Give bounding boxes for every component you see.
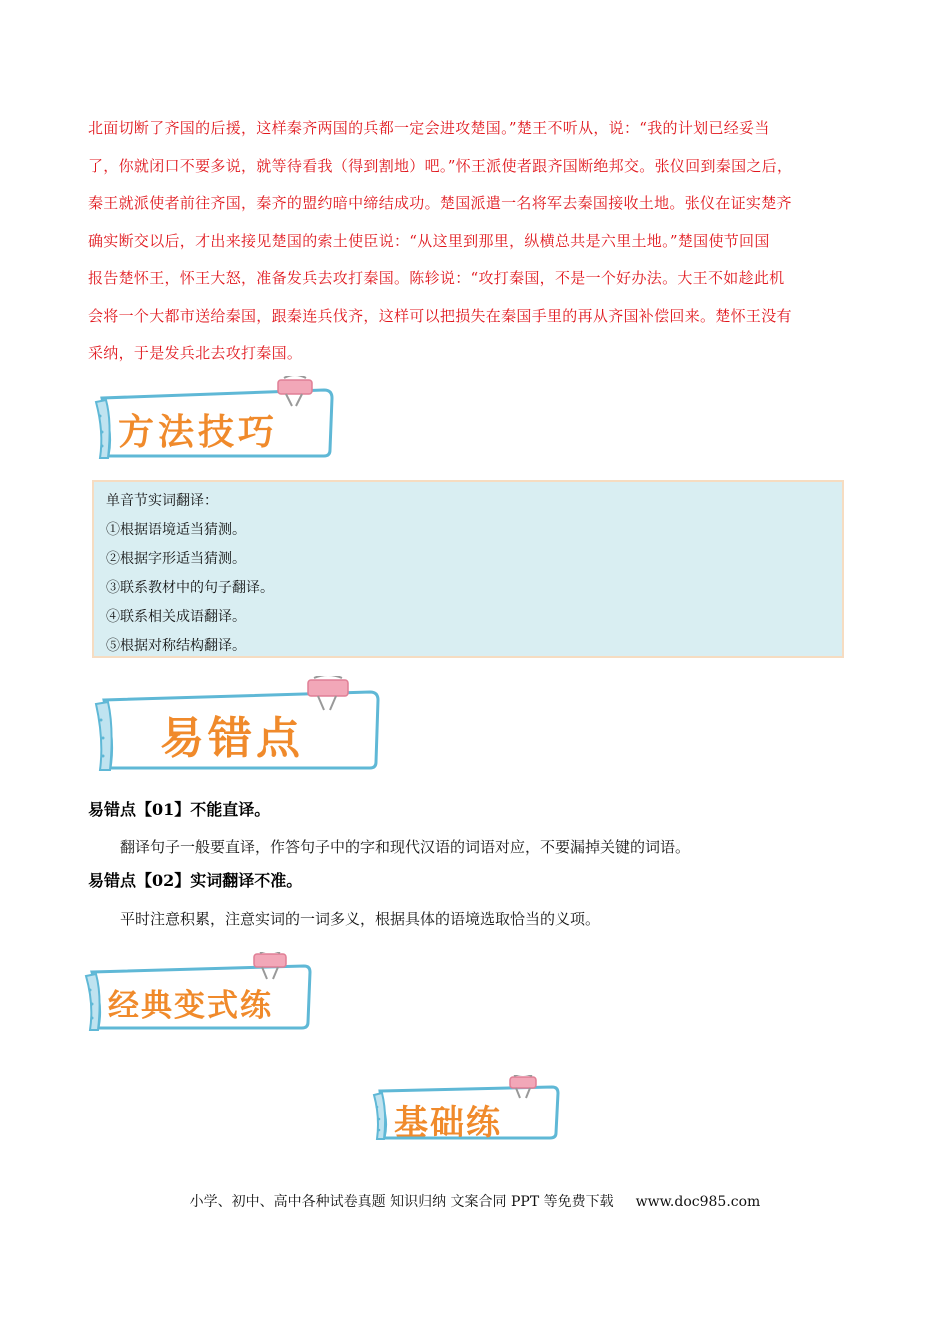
banner-classic xyxy=(84,952,314,1032)
banner-basic xyxy=(372,1075,562,1141)
banner-mistakes-title: 易错点 xyxy=(160,713,304,764)
error-point-heading: 】不能直译。 xyxy=(174,800,271,819)
banner-methods-title: 方法技巧 xyxy=(118,411,279,453)
page-footer xyxy=(0,1191,950,1211)
tips-box xyxy=(92,480,844,658)
tips-item: ①根据语境适当猜测。 xyxy=(106,522,246,538)
banner-mistakes xyxy=(94,676,384,772)
passage-line: 了，你就闭口不要多说，就等待看我（得到割地）吧。”怀王派使者跟齐国断绝邦交。张仪回到秦国之后， xyxy=(88,156,793,175)
error-point-heading: 】实词翻译不准。 xyxy=(174,871,303,890)
tips-item: ②根据字形适当猜测。 xyxy=(106,551,246,567)
tips-item: ④联系相关成语翻译。 xyxy=(106,609,246,625)
banner-basic-title: 基础练 xyxy=(394,1103,502,1143)
error-point-description: 平时注意积累，注意实词的一词多义，根据具体的语境选取恰当的义项。 xyxy=(120,910,601,928)
tips-title: 单音节实词翻译： xyxy=(106,493,218,509)
banner-methods xyxy=(94,376,336,460)
passage-line: 采纳，于是发兵北去攻打秦国。 xyxy=(88,344,303,362)
error-point-number: 01 xyxy=(152,800,175,819)
passage-line: 报告楚怀王，怀王大怒，准备发兵去攻打秦国。陈轸说：“攻打秦国，不是一个好办法。大王不如趁此机 xyxy=(88,269,785,287)
passage-line: 确实断交以后，才出来接见楚国的索土使臣说：“从这里到那里，纵横总共是六里土地。”楚国使节回国 xyxy=(88,231,770,250)
error-point-number: 02 xyxy=(152,871,175,890)
error-point-prefix: 易错点【 xyxy=(88,871,153,890)
error-point-prefix: 易错点【 xyxy=(88,800,153,819)
footer-url-link[interactable]: www.doc985.com xyxy=(635,1194,761,1210)
passage-line: 北面切断了齐国的后援，这样秦齐两国的兵都一定会进攻楚国。”楚王不听从，说：“我的计划已经妥当 xyxy=(88,119,770,137)
passage-line: 会将一个大都市送给秦国，跟秦连兵伐齐，这样可以把损失在秦国手里的再从齐国补偿回来。楚怀王没有 xyxy=(88,306,792,325)
banner-classic-title: 经典变式练 xyxy=(108,988,273,1024)
tips-item: ③联系教材中的句子翻译。 xyxy=(106,580,274,596)
tips-item: ⑤根据对称结构翻译。 xyxy=(106,638,246,654)
passage-line: 秦王就派使者前往齐国，秦齐的盟约暗中缔结成功。楚国派遣一名将军去秦国接收土地。张仪在证实楚齐 xyxy=(88,194,792,212)
error-point-title xyxy=(88,797,270,820)
footer-text: 小学、初中、高中各种试卷真题 知识归纳 文案合同 PPT 等免费下载 xyxy=(189,1194,614,1210)
error-point-title xyxy=(88,868,302,891)
error-point-description: 翻译句子一般要直译，作答句子中的字和现代汉语的词语对应，不要漏掉关键的词语。 xyxy=(120,838,691,856)
translation-passage xyxy=(88,110,862,373)
